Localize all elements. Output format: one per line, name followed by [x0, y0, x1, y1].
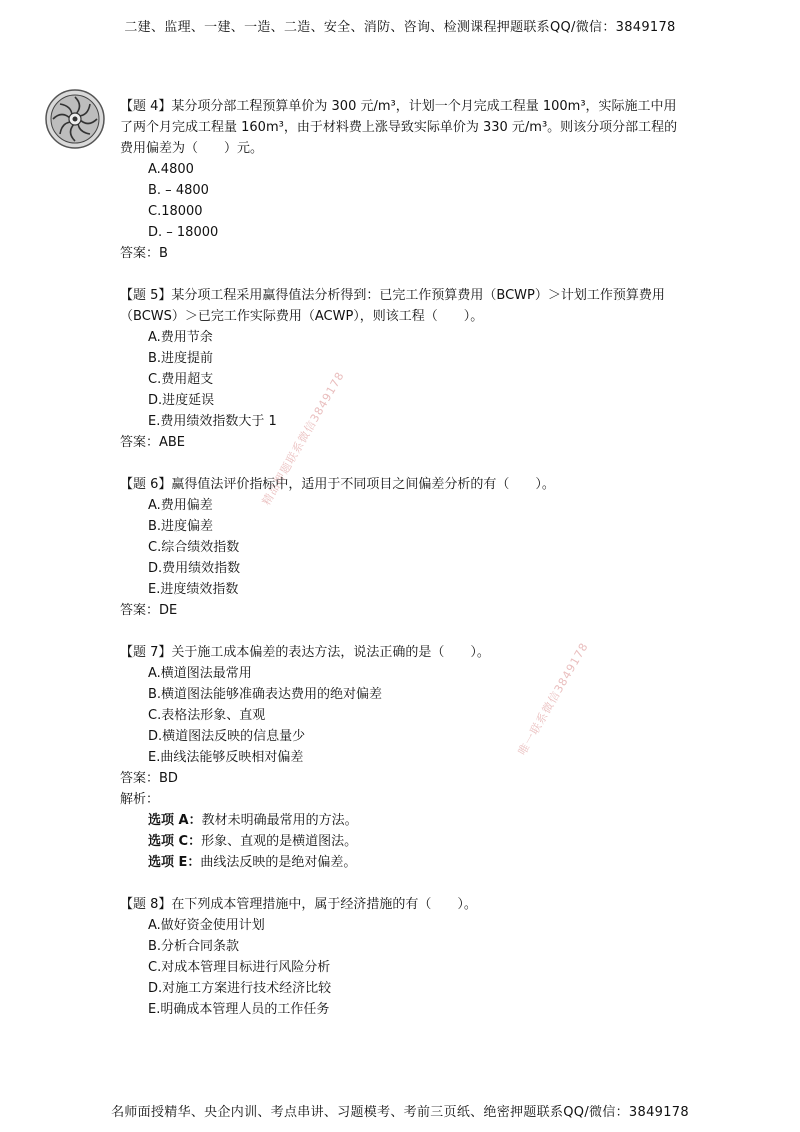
analysis-item — [120, 810, 680, 831]
option-a: A.费用偏差 — [148, 498, 213, 513]
option-b: B.分析合同条款 — [148, 939, 240, 954]
seal-logo-icon — [44, 88, 106, 150]
option-a: A.横道图法最常用 — [148, 666, 252, 681]
answer: 答案：DE — [120, 603, 178, 618]
question-5 — [120, 285, 680, 453]
option-d: D.对施工方案进行技术经济比较 — [148, 981, 332, 996]
analysis-text: 曲线法反映的是绝对偏差。 — [200, 855, 357, 870]
question-stem: 【题 8】在下列成本管理措施中，属于经济措施的有（ ）。 — [120, 897, 477, 912]
option-b: B.进度提前 — [148, 351, 214, 366]
option-b: B.进度偏差 — [148, 519, 214, 534]
question-6 — [120, 474, 680, 621]
question-stem: 【题 6】赢得值法评价指标中，适用于不同项目之间偏差分析的有（ ）。 — [120, 477, 555, 492]
watermark-2: 唯一联系微信3849178 — [515, 640, 591, 758]
option-b: B.横道图法能够准确表达费用的绝对偏差 — [148, 687, 383, 702]
option-d: D.进度延误 — [148, 393, 215, 408]
option-d: D.横道图法反映的信息量少 — [148, 729, 306, 744]
question-7 — [120, 642, 680, 873]
analysis-item — [120, 831, 680, 852]
question-8 — [120, 894, 680, 1020]
option-a: A.费用节余 — [148, 330, 213, 345]
option-e: E.明确成本管理人员的工作任务 — [148, 1002, 330, 1017]
option-e: E.费用绩效指数大于 1 — [148, 414, 277, 429]
option-b: B. – 4800 — [148, 183, 209, 198]
answer: 答案：B — [120, 246, 168, 261]
analysis-option-label: 选项 A： — [148, 813, 202, 828]
option-d: D.费用绩效指数 — [148, 561, 241, 576]
option-c: C.费用超支 — [148, 372, 214, 387]
watermark-1: 精品押题联系微信3849178 — [259, 369, 347, 508]
question-stem: 【题 5】某分项工程采用赢得值法分析得到：已完工作预算费用（BCWP）＞计划工作预算费用（BCWS）＞已完工作实际费用（ACWP），则该工程（ ）。 — [120, 288, 665, 324]
question-4 — [120, 96, 680, 264]
option-c: C.综合绩效指数 — [148, 540, 240, 555]
option-c: C.对成本管理目标进行风险分析 — [148, 960, 331, 975]
answer: 答案：BD — [120, 771, 178, 786]
answer: 答案：ABE — [120, 435, 186, 450]
question-stem: 【题 4】某分项分部工程预算单价为 300 元/m³，计划一个月完成工程量 100m³，实际施工中用了两个月完成工程量 160m³，由于材料费上涨导致实际单价为 330 元/m³。则该分项分部工程的费用偏差为（ ）元。 — [120, 99, 678, 156]
analysis-text: 形象、直观的是横道图法。 — [201, 834, 358, 849]
option-c: C.18000 — [148, 204, 203, 219]
question-stem: 【题 7】关于施工成本偏差的表达方法，说法正确的是（ ）。 — [120, 645, 490, 660]
option-a: A.4800 — [148, 162, 194, 177]
option-d: D. – 18000 — [148, 225, 219, 240]
option-c: C.表格法形象、直观 — [148, 708, 266, 723]
analysis-label: 解析： — [120, 792, 160, 807]
page-header: 二建、监理、一建、一造、二造、安全、消防、咨询、检测课程押题联系QQ/微信：3849178 — [124, 20, 676, 35]
option-e: E.曲线法能够反映相对偏差 — [148, 750, 304, 765]
analysis-option-label: 选项 E： — [148, 855, 201, 870]
analysis-option-label: 选项 C： — [148, 834, 202, 849]
option-a: A.做好资金使用计划 — [148, 918, 265, 933]
analysis-item — [120, 852, 680, 873]
analysis-text: 教材未明确最常用的方法。 — [201, 813, 358, 828]
page-footer: 名师面授精华、央企内训、考点串讲、习题模考、考前三页纸、绝密押题联系QQ/微信：3849178 — [111, 1105, 689, 1120]
option-e: E.进度绩效指数 — [148, 582, 239, 597]
